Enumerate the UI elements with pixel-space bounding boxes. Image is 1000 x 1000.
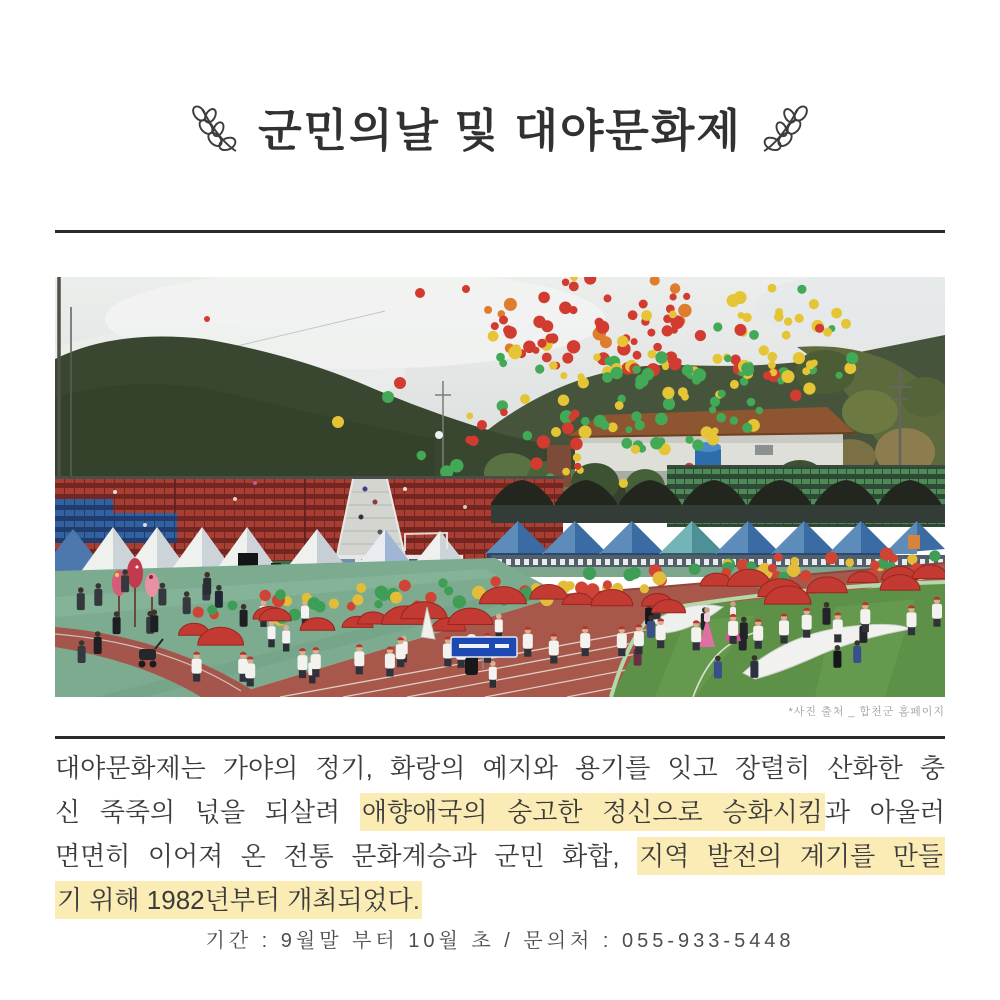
branch-sprig-icon — [758, 100, 812, 154]
divider-bottom — [55, 736, 945, 739]
event-photo — [55, 277, 945, 697]
footer-info: 기간 : 9월말 부터 10월 초 / 문의처 : 055-933-5448 — [205, 930, 795, 952]
body-line: 기 위해 1982년부터 개최되었다. — [55, 878, 945, 922]
branch-sprig-icon — [188, 100, 242, 154]
body-line: 대야문화제는 가야의 정기, 화랑의 예지와 용기를 잇고 장렬히 산화한 충 — [55, 753, 945, 783]
body-line: 면면히 이어져 온 전통 문화계승과 군민 화합, 지역 발전의 계기를 만들 — [55, 834, 945, 878]
stadium-festival-photo — [55, 277, 945, 697]
header — [0, 94, 1000, 159]
photo-caption: *사진 출처 _ 합천군 홈페이지 — [788, 706, 945, 718]
page-title: 군민의날 및 대야문화제 — [258, 105, 742, 156]
body-line: 신 죽죽의 넋을 되살려 애향애국의 숭고한 정신으로 승화시킴과 아울러 — [55, 790, 945, 834]
divider-top — [55, 230, 945, 233]
body-text — [55, 746, 945, 922]
